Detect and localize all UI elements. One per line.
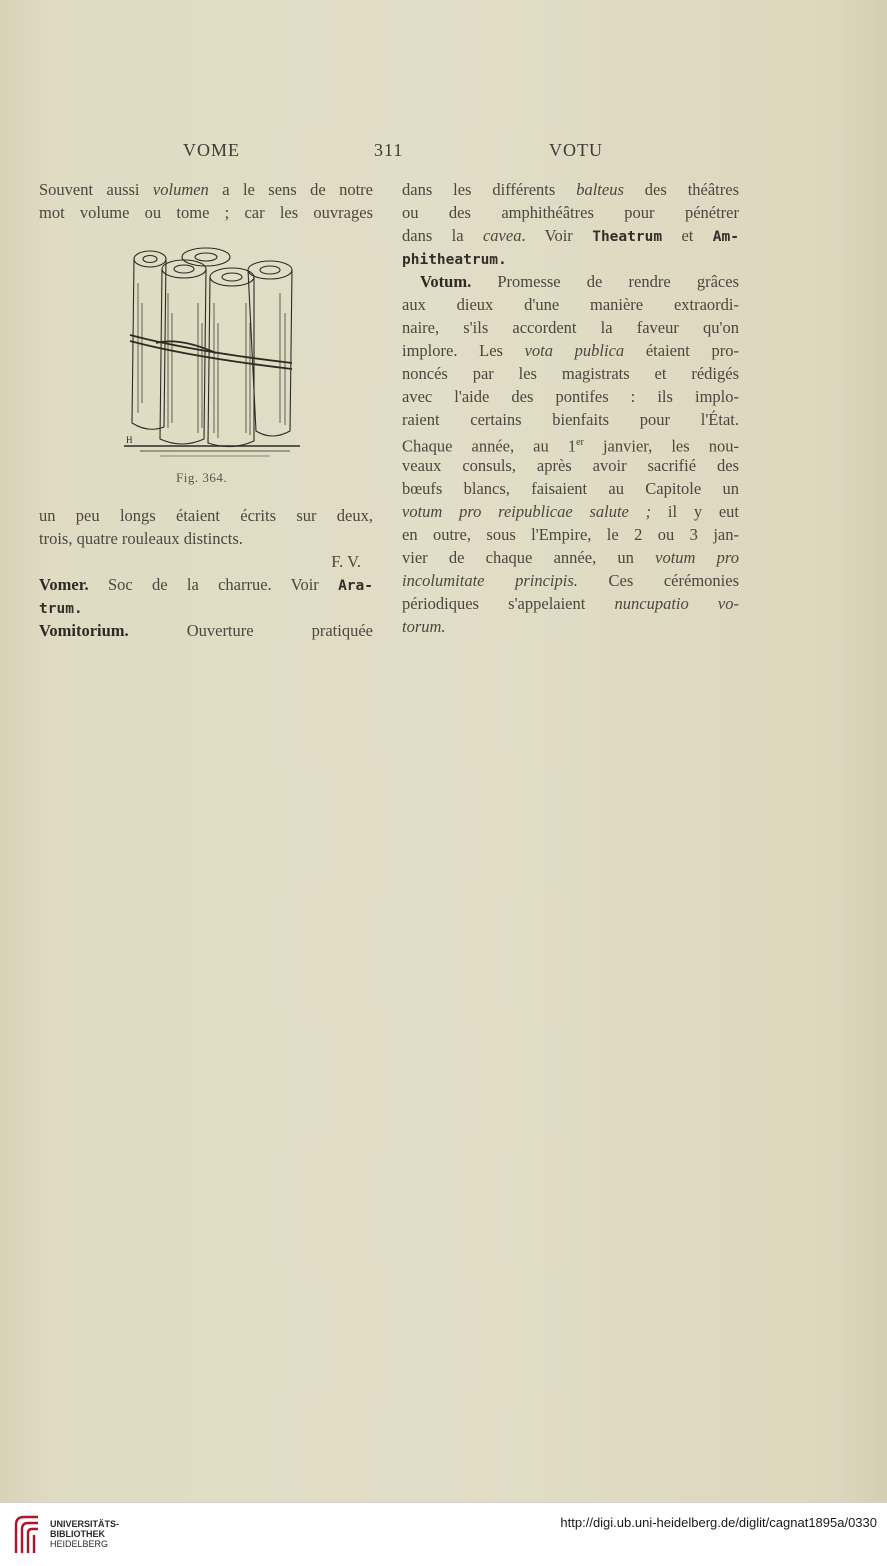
permalink-url[interactable]: http://digi.ub.uni-heidelberg.de/diglit/cagnat1895a/0330 [560,1515,877,1530]
cross-reference-link[interactable]: trum. [39,601,83,617]
entry-head: Vomer. [39,575,89,594]
text-line: aux dieux d'une manière extraordi- [402,295,739,314]
text-line: dans les différents balteus des théâtres [402,180,739,199]
svg-text:H: H [126,435,133,445]
entry-vomer: Vomer. Soc de la charrue. Voir Ara- [39,575,373,594]
text-line: périodiques s'appelaient nuncupatio vo- [402,594,739,613]
text-line: torum. [402,617,446,636]
text-line: vier de chaque année, un votum pro [402,548,739,567]
right-column [402,178,739,638]
figure-caption: Fig. 364. [176,470,228,485]
text-line: Chaque année, au 1er janvier, les nou- [402,436,739,456]
running-head-right: VOTU [549,140,603,160]
entry-head: Vomitorium. [39,621,129,640]
page-number: 311 [374,140,404,160]
text-line: implore. Les vota publica étaient pro- [402,341,739,360]
text-line: trois, quatre rouleaux distincts. [39,529,243,548]
cross-reference-link[interactable]: phitheatrum. [402,252,507,268]
entry-head: Votum. [420,272,472,291]
text-line: raient certains bienfaits pour l'État. [402,410,739,429]
text-line: votum pro reipublicae salute ; il y eut [402,502,740,521]
text-line: veaux consuls, après avoir sacrifié des [402,456,739,475]
library-name: UNIVERSITÄTS- BIBLIOTHEK HEIDELBERG [50,1519,120,1549]
cross-reference-link[interactable]: Theatrum [592,229,663,245]
text-line [402,247,739,270]
footer-bar [0,1502,887,1566]
text-line: en outre, sous l'Empire, le 2 ou 3 jan- [402,525,739,544]
entry-votum: Votum. Promesse de rendre grâces [420,272,739,291]
text-line: incolumitate principis. Ces cérémonies [402,571,739,590]
text-line: dans la cavea. Voir Theatrum et Am- [402,226,739,245]
university-library-logo-icon [12,1513,42,1557]
left-column-top [39,178,373,224]
scroll-bundle-illustration [120,243,310,465]
left-column-bottom [39,504,373,642]
text-line: bœufs blancs, faisaient au Capitole un [402,479,739,498]
cross-reference-link[interactable]: Am- [712,229,739,245]
text-line: un peu longs étaient écrits sur deux, [39,506,373,525]
text-line: avec l'aide des pontifes : ils implo- [402,387,739,406]
text-line: Souvent aussi volumen a le sens de notre [39,180,373,199]
text-line: mot volume ou tome ; car les ouvrages [39,203,373,222]
text-line: ou des amphithéâtres pour pénétrer [402,203,739,222]
entry-vomitorium: Vomitorium. Ouverture pratiquée [39,621,373,640]
text-line: noncés par les magistrats et rédigés [402,364,739,383]
running-head-left: VOME [183,140,240,160]
cross-reference-link[interactable]: Ara- [338,578,373,594]
author-signature: F. V. [331,552,361,571]
text-line [39,596,373,619]
text-line: naire, s'ils accordent la faveur qu'on [402,318,739,337]
